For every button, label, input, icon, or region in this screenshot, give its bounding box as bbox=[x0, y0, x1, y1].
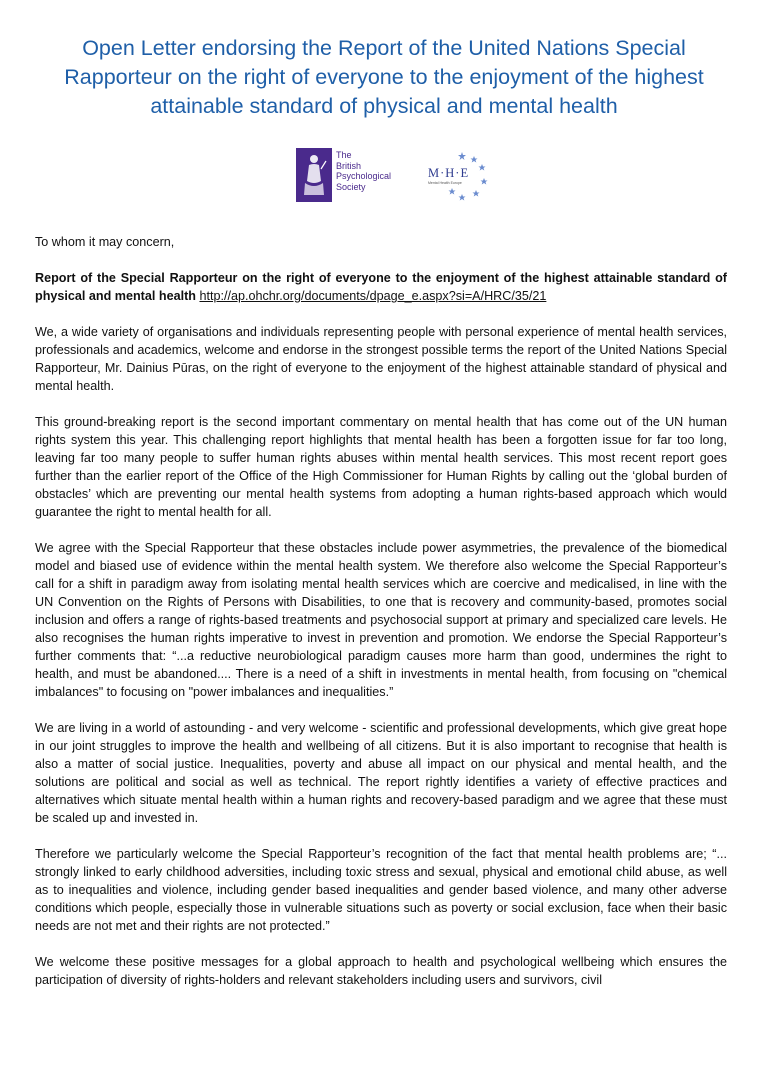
report-link[interactable]: http://ap.ohchr.org/documents/dpage_e.aspx?si=A/HRC/35/21 bbox=[199, 289, 547, 303]
letter-title: Open Letter endorsing the Report of the United Nations Special Rapporteur on the right of everyone to the enjoyment of the highest attainable standard of physical and mental health bbox=[64, 36, 704, 118]
mhe-logo-subtitle: Mental Health Europe bbox=[428, 181, 462, 185]
paragraph-1: We, a wide variety of organisations and individuals representing people with personal experience of mental health services, professionals and academics, welcome and endorse in the strongest possible terms the report of the United Nations Special Rapporteur, Mr. Dainius Pūras, on the right of everyone to the enjoyment of the highest attainable standard of physical and mental health. bbox=[35, 325, 727, 393]
bps-logo-icon bbox=[296, 148, 332, 202]
mhe-logo-text: M·H·E bbox=[428, 166, 470, 180]
paragraph-3: We agree with the Special Rapporteur that these obstacles include power asymmetries, the prevalence of the biomedical model and biased use of evidence within the mental health system. We therefore also welcome the Special Rapporteur’s call for a shift in paradigm away from isolating mental health services which are coercive and medicalised, in line with the UN Convention on the Rights of Persons with Disabilities, to one that is recovery and community-based, promotes social inclusion and offers a range of rights-based treatments and psychosocial support at primary and specialized care levels. He also recognises the human rights imperative to invest in prevention and promotion. We endorse the Special Rapporteur’s further comments that: “...a reductive neurobiological paradigm causes more harm than good, undermines the right to health, and must be abandoned.... There is a need of a shift in investments in mental health, from focusing on "chemical imbalances" to focusing on "power imbalances and inequalities.” bbox=[35, 541, 727, 699]
logo-strip bbox=[296, 148, 496, 204]
bps-logo-text: The British Psychological Society bbox=[336, 150, 392, 192]
salutation: To whom it may concern, bbox=[35, 235, 175, 249]
paragraph-6: We welcome these positive messages for a global approach to health and psychological wellbeing which ensures the participation of diversity of rights-holders and relevant stakeholders including users and survivors, civil bbox=[35, 955, 727, 987]
letter-body bbox=[35, 233, 727, 1007]
paragraph-4: We are living in a world of astounding - and very welcome - scientific and professional developments, which give great hope in our joint struggles to improve the health and wellbeing of all citizens. But it is also important to recognise that health is also a matter of social justice. Inequalities, poverty and abuse all impact on our physical and mental health, and the solutions are political and social as well as technical. The report rightly identifies a variety of effective practices and alternatives which situate mental health within a human rights and recovery-based paradigm and we agree that these must be scaled up and invested in. bbox=[35, 721, 727, 825]
paragraph-2: This ground-breaking report is the second important commentary on mental health that has come out of the UN human rights system this year. This challenging report highlights that mental health has been a forgotten issue for far too long, leaving far too many people to suffer human rights abuses within mental health services. This most recent report goes further than the earlier report of the Office of the High Commissioner for Human Rights by calling out the ‘global burden of obstacles’ which are preventing our mental health systems from adopting a human rights-based approach which would guarantee the right to mental health for all. bbox=[35, 415, 727, 519]
paragraph-5: Therefore we particularly welcome the Special Rapporteur’s recognition of the fact that mental health problems are; “... strongly linked to early childhood adversities, including toxic stress and sexual, physical and emotional child abuse, as well as to inequalities and violence, including gender based inequalities and gender based violence, and many other adverse conditions which people, especially those in vulnerable situations such as poverty or social exclusion, face when their basic needs are not met and their rights are not protected.” bbox=[35, 847, 727, 933]
report-heading-title: Report of the Special Rapporteur on the right of everyone to the enjoyment of the highest attainable standard of physical and mental health bbox=[35, 271, 727, 303]
report-heading bbox=[35, 269, 727, 305]
mhe-logo bbox=[418, 150, 494, 204]
